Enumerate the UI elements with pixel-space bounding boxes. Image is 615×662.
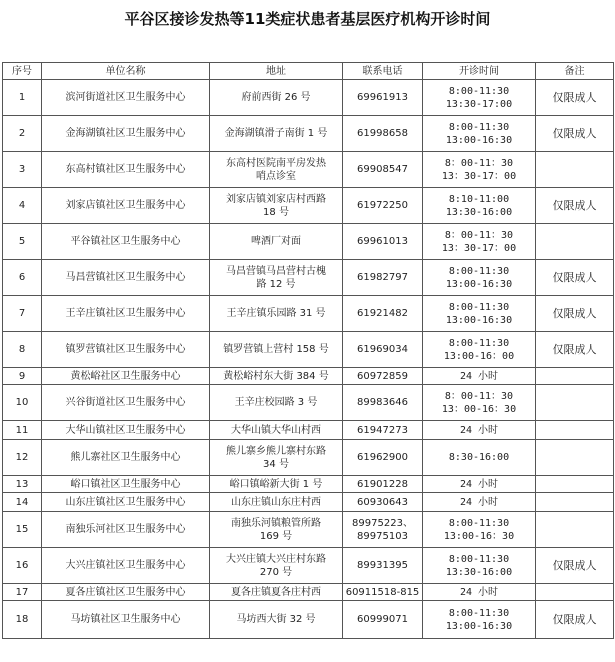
cell-unit-name: 东高村镇社区卫生服务中心 bbox=[42, 152, 210, 188]
cell-unit-name: 山东庄镇社区卫生服务中心 bbox=[42, 493, 210, 512]
hours-line: 8:00-11:30 bbox=[448, 607, 510, 619]
cell-note bbox=[536, 493, 614, 512]
address-line: 大华山镇大华山村西 bbox=[231, 424, 321, 436]
table-row bbox=[3, 116, 614, 152]
table-row bbox=[3, 368, 614, 385]
address-line: 大兴庄镇大兴庄村东路 bbox=[226, 553, 326, 565]
cell-note: 仅限成人 bbox=[536, 601, 614, 639]
cell-address bbox=[210, 188, 343, 224]
cell-hours bbox=[423, 224, 536, 260]
address-line: 南独乐河镇粮管所路 bbox=[231, 517, 321, 529]
cell-hours bbox=[423, 421, 536, 440]
hours-line: 8:00-11:30 bbox=[448, 85, 510, 97]
table-row bbox=[3, 224, 614, 260]
cell-phone bbox=[343, 368, 423, 385]
cell-hours bbox=[423, 332, 536, 368]
cell-address bbox=[210, 512, 343, 548]
cell-note bbox=[536, 584, 614, 601]
address-line: 34 号 bbox=[263, 458, 289, 470]
hours-line: 13:30-16:00 bbox=[445, 206, 513, 218]
address-line: 18 号 bbox=[263, 206, 289, 218]
table-row bbox=[3, 260, 614, 296]
cell-note bbox=[536, 476, 614, 493]
phone-line: 89983646 bbox=[357, 397, 408, 408]
phone-line: 60999071 bbox=[357, 614, 408, 625]
cell-phone bbox=[343, 80, 423, 116]
cell-hours bbox=[423, 296, 536, 332]
hours-line: 24 小时 bbox=[459, 424, 499, 436]
cell-note bbox=[536, 421, 614, 440]
address-line: 270 号 bbox=[259, 566, 293, 578]
cell-note bbox=[536, 368, 614, 385]
hours-line: 8:30-16:00 bbox=[448, 452, 510, 463]
cell-unit-name: 大华山镇社区卫生服务中心 bbox=[42, 421, 210, 440]
hours-line: 24 小时 bbox=[459, 478, 499, 490]
address-line: 东高村医院南平房发热 bbox=[226, 157, 326, 169]
address-line: 路 12 号 bbox=[256, 278, 296, 290]
hours-line: 13：30-17：00 bbox=[441, 170, 517, 182]
cell-unit-name: 兴谷街道社区卫生服务中心 bbox=[42, 385, 210, 421]
table-row bbox=[3, 548, 614, 584]
cell-phone bbox=[343, 296, 423, 332]
cell-note: 仅限成人 bbox=[536, 116, 614, 152]
cell-no: 12 bbox=[3, 440, 42, 476]
cell-hours bbox=[423, 116, 536, 152]
cell-unit-name: 镇罗营镇社区卫生服务中心 bbox=[42, 332, 210, 368]
cell-hours bbox=[423, 260, 536, 296]
address-line: 马昌营镇马昌营村古槐 bbox=[226, 265, 326, 277]
header-address: 地址 bbox=[210, 63, 343, 80]
address-line: 刘家店镇刘家店村西路 bbox=[226, 193, 326, 205]
hours-line: 13：00-16：30 bbox=[441, 403, 517, 415]
cell-unit-name: 马坊镇社区卫生服务中心 bbox=[42, 601, 210, 639]
table-row bbox=[3, 476, 614, 493]
cell-address bbox=[210, 476, 343, 493]
cell-no: 14 bbox=[3, 493, 42, 512]
cell-address bbox=[210, 385, 343, 421]
phone-line: 60972859 bbox=[357, 370, 408, 382]
table-row bbox=[3, 601, 614, 639]
hours-line: 24 小时 bbox=[459, 370, 499, 382]
cell-no: 7 bbox=[3, 296, 42, 332]
cell-address bbox=[210, 421, 343, 440]
cell-note: 仅限成人 bbox=[536, 332, 614, 368]
phone-line: 60911518-815 bbox=[345, 586, 420, 598]
cell-no: 17 bbox=[3, 584, 42, 601]
cell-note bbox=[536, 152, 614, 188]
cell-hours bbox=[423, 476, 536, 493]
cell-address bbox=[210, 116, 343, 152]
cell-unit-name: 平谷镇社区卫生服务中心 bbox=[42, 224, 210, 260]
phone-line: 61901228 bbox=[357, 478, 408, 490]
cell-unit-name: 滨河街道社区卫生服务中心 bbox=[42, 80, 210, 116]
header-note: 备注 bbox=[536, 63, 614, 80]
address-line: 山东庄镇山东庄村西 bbox=[231, 496, 321, 508]
address-line: 哨点诊室 bbox=[256, 170, 296, 182]
cell-no: 16 bbox=[3, 548, 42, 584]
hours-line: 8:00-11:30 bbox=[448, 301, 510, 313]
cell-note: 仅限成人 bbox=[536, 260, 614, 296]
phone-line: 61972250 bbox=[357, 200, 408, 211]
cell-unit-name: 刘家店镇社区卫生服务中心 bbox=[42, 188, 210, 224]
cell-address bbox=[210, 584, 343, 601]
hours-line: 13:00-16:30 bbox=[445, 314, 513, 326]
cell-phone bbox=[343, 476, 423, 493]
phone-line: 61947273 bbox=[357, 424, 408, 436]
table-row bbox=[3, 296, 614, 332]
cell-no: 13 bbox=[3, 476, 42, 493]
cell-no: 18 bbox=[3, 601, 42, 639]
cell-no: 5 bbox=[3, 224, 42, 260]
hours-line: 13:30-17:00 bbox=[445, 98, 513, 110]
phone-line: 89975223、 bbox=[352, 517, 413, 529]
cell-hours bbox=[423, 385, 536, 421]
cell-hours bbox=[423, 152, 536, 188]
table-row bbox=[3, 152, 614, 188]
table-row bbox=[3, 512, 614, 548]
cell-phone bbox=[343, 385, 423, 421]
address-line: 王辛庄校园路 3 号 bbox=[234, 397, 318, 408]
table-row bbox=[3, 188, 614, 224]
hours-line: 13:00-16：00 bbox=[443, 350, 515, 362]
table-row bbox=[3, 421, 614, 440]
cell-no: 15 bbox=[3, 512, 42, 548]
document-title: 平谷区接诊发热等11类症状患者基层医疗机构开诊时间 bbox=[124, 10, 491, 28]
cell-note bbox=[536, 385, 614, 421]
hours-line: 13:00-16：30 bbox=[443, 530, 515, 542]
cell-hours bbox=[423, 80, 536, 116]
cell-phone bbox=[343, 512, 423, 548]
header-hours: 开诊时间 bbox=[423, 63, 536, 80]
address-line: 峪口镇峪新大街 1 号 bbox=[229, 478, 323, 490]
cell-address bbox=[210, 80, 343, 116]
clinic-hours-table bbox=[2, 62, 614, 639]
hours-line: 8:00-11:30 bbox=[448, 265, 510, 277]
hours-line: 8：00-11：30 bbox=[444, 390, 514, 402]
cell-note bbox=[536, 440, 614, 476]
cell-no: 10 bbox=[3, 385, 42, 421]
cell-address bbox=[210, 548, 343, 584]
cell-address bbox=[210, 296, 343, 332]
table-header-row bbox=[3, 63, 614, 80]
hours-line: 13:00-16:30 bbox=[445, 620, 513, 632]
cell-phone bbox=[343, 260, 423, 296]
table-row bbox=[3, 385, 614, 421]
cell-no: 9 bbox=[3, 368, 42, 385]
cell-phone bbox=[343, 116, 423, 152]
cell-no: 1 bbox=[3, 80, 42, 116]
cell-hours bbox=[423, 584, 536, 601]
cell-unit-name: 峪口镇社区卫生服务中心 bbox=[42, 476, 210, 493]
phone-line: 61962900 bbox=[357, 452, 408, 463]
cell-unit-name: 黄松峪社区卫生服务中心 bbox=[42, 368, 210, 385]
cell-note: 仅限成人 bbox=[536, 80, 614, 116]
cell-phone bbox=[343, 440, 423, 476]
cell-address bbox=[210, 440, 343, 476]
header-no: 序号 bbox=[3, 63, 42, 80]
cell-unit-name: 南独乐河社区卫生服务中心 bbox=[42, 512, 210, 548]
cell-no: 11 bbox=[3, 421, 42, 440]
cell-phone bbox=[343, 493, 423, 512]
cell-hours bbox=[423, 440, 536, 476]
hours-line: 8:10-11:00 bbox=[448, 193, 510, 205]
cell-note: 仅限成人 bbox=[536, 188, 614, 224]
address-line: 夏各庄镇夏各庄村西 bbox=[231, 586, 321, 598]
hours-line: 8:00-11:30 bbox=[448, 553, 510, 565]
address-line: 啤酒厂对面 bbox=[251, 236, 301, 247]
hours-line: 13:00-16:30 bbox=[445, 134, 513, 146]
hours-line: 24 小时 bbox=[459, 496, 499, 508]
address-line: 169 号 bbox=[259, 530, 293, 542]
header-unit-name: 单位名称 bbox=[42, 63, 210, 80]
hours-line: 8：00-11：30 bbox=[444, 229, 514, 241]
cell-unit-name: 马昌营镇社区卫生服务中心 bbox=[42, 260, 210, 296]
cell-no: 4 bbox=[3, 188, 42, 224]
table-row bbox=[3, 332, 614, 368]
table-row bbox=[3, 584, 614, 601]
cell-no: 6 bbox=[3, 260, 42, 296]
phone-line: 61998658 bbox=[357, 128, 408, 139]
cell-address bbox=[210, 493, 343, 512]
hours-line: 8:00-11:30 bbox=[448, 337, 510, 349]
hours-line: 13:30-16:00 bbox=[445, 566, 513, 578]
table-row bbox=[3, 440, 614, 476]
hours-line: 8:00-11:30 bbox=[448, 121, 510, 133]
cell-no: 2 bbox=[3, 116, 42, 152]
cell-hours bbox=[423, 601, 536, 639]
address-line: 镇罗营镇上营村 158 号 bbox=[223, 344, 329, 355]
address-line: 府前西街 26 号 bbox=[241, 92, 311, 103]
cell-phone bbox=[343, 548, 423, 584]
phone-line: 89931395 bbox=[357, 560, 408, 571]
hours-line: 13：30-17：00 bbox=[441, 242, 517, 254]
address-line: 黄松峪村东大街 384 号 bbox=[223, 370, 329, 382]
table-row bbox=[3, 80, 614, 116]
phone-line: 69961013 bbox=[357, 236, 408, 247]
cell-no: 3 bbox=[3, 152, 42, 188]
cell-address bbox=[210, 368, 343, 385]
cell-note: 仅限成人 bbox=[536, 548, 614, 584]
cell-hours bbox=[423, 368, 536, 385]
hours-line: 8:00-11:30 bbox=[448, 517, 510, 529]
cell-hours bbox=[423, 512, 536, 548]
cell-note: 仅限成人 bbox=[536, 296, 614, 332]
phone-line: 61969034 bbox=[357, 344, 408, 355]
cell-hours bbox=[423, 188, 536, 224]
table-row bbox=[3, 493, 614, 512]
cell-phone bbox=[343, 224, 423, 260]
cell-address bbox=[210, 224, 343, 260]
address-line: 金海湖镇滑子南街 1 号 bbox=[224, 128, 328, 139]
phone-line: 69908547 bbox=[357, 164, 408, 175]
header-phone: 联系电话 bbox=[343, 63, 423, 80]
phone-line: 60930643 bbox=[357, 496, 408, 508]
address-line: 马坊西大街 32 号 bbox=[236, 614, 316, 625]
cell-unit-name: 王辛庄镇社区卫生服务中心 bbox=[42, 296, 210, 332]
cell-note bbox=[536, 224, 614, 260]
table-body bbox=[3, 80, 614, 639]
cell-address bbox=[210, 260, 343, 296]
cell-address bbox=[210, 152, 343, 188]
cell-address bbox=[210, 332, 343, 368]
cell-phone bbox=[343, 421, 423, 440]
cell-phone bbox=[343, 152, 423, 188]
cell-unit-name: 大兴庄镇社区卫生服务中心 bbox=[42, 548, 210, 584]
phone-line: 61921482 bbox=[357, 308, 408, 319]
phone-line: 61982797 bbox=[357, 272, 408, 283]
hours-line: 24 小时 bbox=[459, 586, 499, 598]
cell-unit-name: 金海湖镇社区卫生服务中心 bbox=[42, 116, 210, 152]
address-line: 王辛庄镇乐园路 31 号 bbox=[226, 308, 326, 319]
phone-line: 69961913 bbox=[357, 92, 408, 103]
cell-phone bbox=[343, 332, 423, 368]
hours-line: 13:00-16:30 bbox=[445, 278, 513, 290]
cell-phone bbox=[343, 188, 423, 224]
cell-unit-name: 熊儿寨社区卫生服务中心 bbox=[42, 440, 210, 476]
cell-note bbox=[536, 512, 614, 548]
hours-line: 8：00-11：30 bbox=[444, 157, 514, 169]
cell-phone bbox=[343, 601, 423, 639]
cell-no: 8 bbox=[3, 332, 42, 368]
phone-line: 89975103 bbox=[357, 530, 408, 542]
cell-hours bbox=[423, 493, 536, 512]
cell-hours bbox=[423, 548, 536, 584]
address-line: 熊儿寨乡熊儿寨村东路 bbox=[226, 445, 326, 457]
cell-phone bbox=[343, 584, 423, 601]
cell-address bbox=[210, 601, 343, 639]
cell-unit-name: 夏各庄镇社区卫生服务中心 bbox=[42, 584, 210, 601]
